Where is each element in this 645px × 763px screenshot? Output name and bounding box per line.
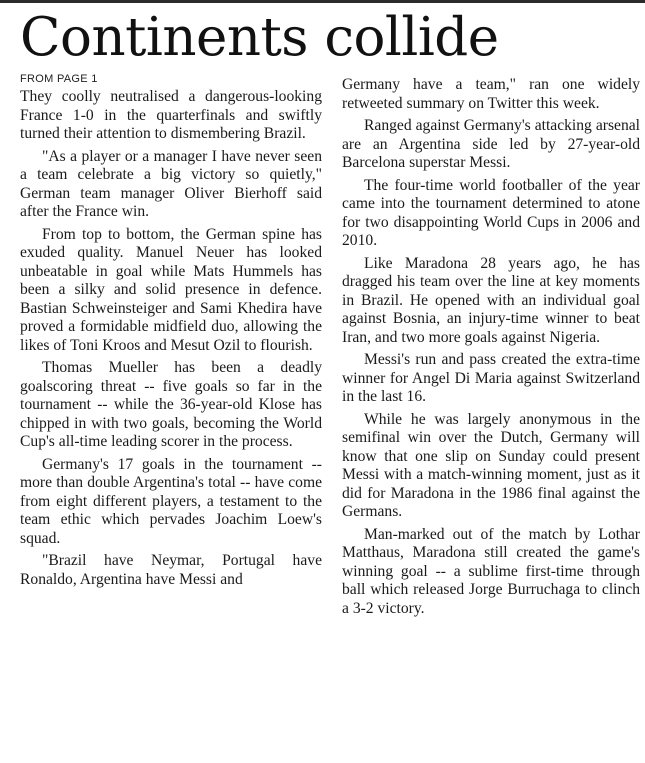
paragraph: Thomas Mueller has been a deadly goalscoring threat -- five goals so far in the tournament -- while the 36-year-old Klose has chipped in with two goals, becoming the World Cup's all-time leading scorer in the process. <box>20 359 322 450</box>
paragraph: The four-time world footballer of the year came into the tournament determined to atone for two disappointing World Cups in 2006 and 2010. <box>342 176 640 249</box>
paragraph: From top to bottom, the German spine has exuded quality. Manuel Neuer has looked unbeatable in goal while Mats Hummels has been a silky and solid presence in defence. Bastian Schweinsteiger and Sami Khedira have proved a formidable midfield duo, allowing the likes of Toni Kroos and Mesut Ozil to flourish. <box>20 225 322 354</box>
paragraph: While he was largely anonymous in the semifinal win over the Dutch, Germany will know that one slip on Sunday could present Messi with a match-winning moment, just as it did for Maradona in the 1986 final against the Germans. <box>342 410 640 520</box>
paragraph: Man-marked out of the match by Lothar Matthaus, Maradona still created the game's winning goal -- a sublime first-time through ball which released Jorge Burruchaga to clinch a 3-2 victory. <box>342 525 640 617</box>
top-rule <box>0 0 645 3</box>
paragraph: Like Maradona 28 years ago, he has dragged his team over the line at key moments in Brazil. He opened with an individual goal against Bosnia, an injury-time winner to beat Iran, and two more goals against Nigeria. <box>342 254 640 346</box>
headline: Continents collide <box>20 7 499 68</box>
paragraph: Germany's 17 goals in the tournament -- more than double Argentina's total -- have come from eight different players, a testament to the team ethic which pervades Joachim Loew's squad. <box>20 455 322 547</box>
paragraph: They coolly neutralised a dangerous-looking France 1-0 in the quarterfinals and swiftly turned their attention to dismembering Brazil. <box>20 88 322 142</box>
left-column <box>20 72 322 593</box>
paragraph: Ranged against Germany's attacking arsenal are an Argentina side led by 27-year-old Barcelona superstar Messi. <box>342 117 640 171</box>
paragraph: Germany have a team," ran one widely retweeted summary on Twitter this week. <box>342 76 640 112</box>
paragraph: "As a player or a manager I have never seen a team celebrate a big victory so quietly," German team manager Oliver Bierhoff said after the France win. <box>20 147 322 220</box>
continuation-kicker: FROM PAGE 1 <box>20 73 98 85</box>
paragraph: "Brazil have Neymar, Portugal have Ronaldo, Argentina have Messi and <box>20 552 322 588</box>
right-column <box>342 76 640 622</box>
paragraph: Messi's run and pass created the extra-time winner for Angel Di Maria against Switzerland in the last 16. <box>342 351 640 405</box>
